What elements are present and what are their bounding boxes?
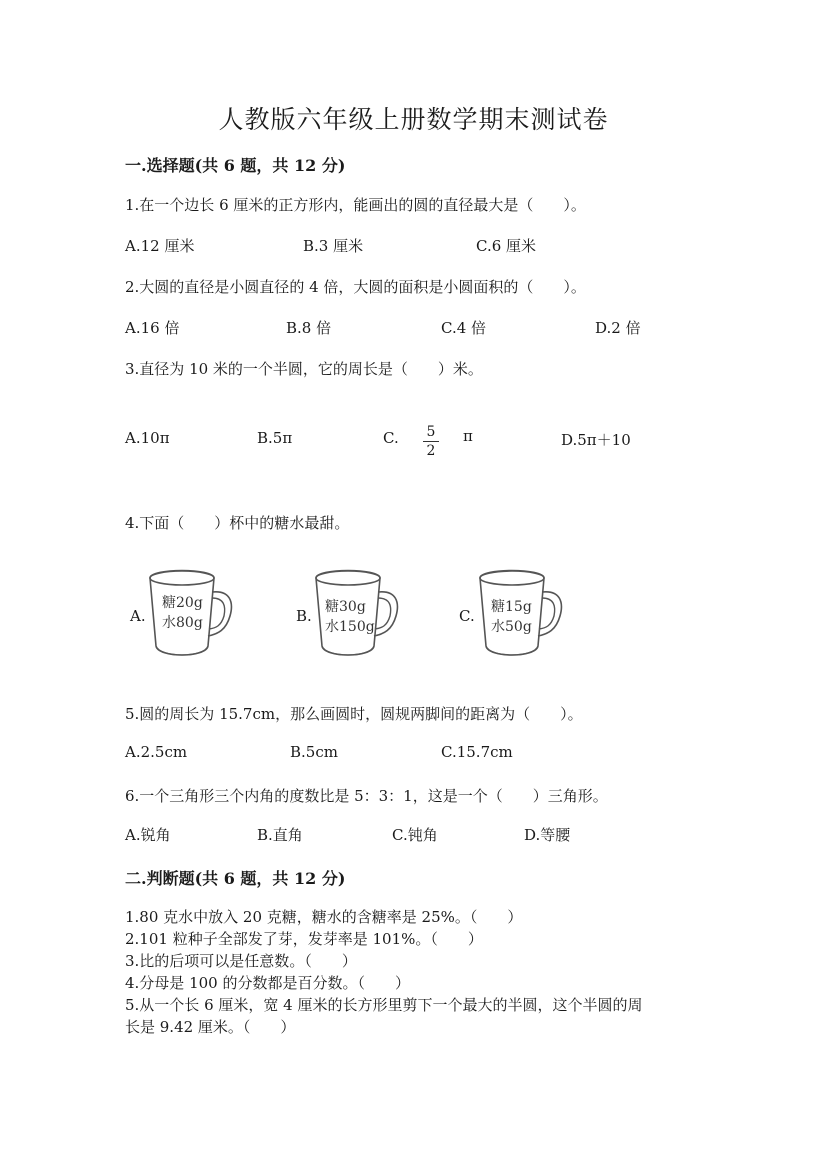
q5-option-b: B.5cm [290, 743, 338, 761]
q2-option-c: C.4 倍 [441, 319, 487, 337]
q5-option-a: A.2.5cm [125, 743, 188, 761]
q1-option-c: C.6 厘米 [476, 237, 537, 255]
question-4: 4.下面（ ）杯中的糖水最甜。 [125, 514, 350, 532]
cup-a-sugar: 糖20g [162, 595, 203, 611]
q2-option-a: A.16 倍 [125, 319, 180, 337]
question-1: 1.在一个边长 6 厘米的正方形内，能画出的圆的直径最大是（ ）。 [125, 196, 586, 214]
question-6: 6.一个三角形三个内角的度数比是 5：3：1，这是一个（ ）三角形。 [125, 787, 608, 805]
q3-option-c-prefix: C. [383, 429, 399, 447]
judgment-item-3: 3.比的后项可以是任意数。（ ） [125, 952, 357, 970]
question-3: 3.直径为 10 米的一个半圆，它的周长是（ ）米。 [125, 360, 483, 378]
cup-a-label: A. [130, 607, 146, 625]
q3-option-b: B.5π [257, 429, 293, 447]
question-2: 2.大圆的直径是小圆直径的 4 倍，大圆的面积是小圆面积的（ ）。 [125, 278, 586, 296]
judgment-item-1: 1.80 克水中放入 20 克糖，糖水的含糖率是 25%。（ ） [125, 908, 523, 926]
q3-option-c-pi: π [463, 427, 473, 445]
q6-option-b: B.直角 [257, 826, 303, 844]
cup-b-water: 水150g [325, 619, 375, 635]
cup-c-sugar: 糖15g [491, 599, 532, 615]
fraction-numerator: 5 [426, 424, 436, 440]
cup-c-label: C. [459, 607, 475, 625]
q6-option-a: A.锐角 [125, 826, 171, 844]
section-heading-choice: 一.选择题(共 6 题，共 12 分) [125, 156, 346, 175]
page-title: 人教版六年级上册数学期末测试卷 [218, 105, 609, 134]
q3-option-d: D.5π＋10 [561, 431, 631, 449]
section-heading-judgment: 二.判断题(共 6 题，共 12 分) [125, 869, 346, 888]
cup-b-sugar: 糖30g [325, 599, 366, 615]
q3-option-c-fraction [423, 424, 439, 459]
cup-b-label: B. [296, 607, 312, 625]
judgment-item-5-line-2: 长是 9.42 厘米。（ ） [125, 1018, 296, 1036]
q2-option-d: D.2 倍 [595, 319, 641, 337]
fraction-denominator: 2 [426, 443, 436, 459]
q3-option-a: A.10π [125, 429, 170, 447]
question-5: 5.圆的周长为 15.7cm，那么画圆时，圆规两脚间的距离为（ ）。 [125, 705, 583, 723]
q1-option-b: B.3 厘米 [303, 237, 364, 255]
judgment-item-4: 4.分母是 100 的分数都是百分数。（ ） [125, 974, 410, 992]
cup-a-water: 水80g [162, 615, 203, 631]
q6-option-c: C.钝角 [392, 826, 438, 844]
q5-option-c: C.15.7cm [441, 743, 513, 761]
cup-c-water: 水50g [491, 619, 532, 635]
fraction-bar [423, 441, 439, 442]
q6-option-d: D.等腰 [524, 826, 571, 844]
q1-option-a: A.12 厘米 [125, 237, 195, 255]
judgment-item-5-line-1: 5.从一个长 6 厘米，宽 4 厘米的长方形里剪下一个最大的半圆，这个半圆的周 [125, 996, 643, 1014]
judgment-item-2: 2.101 粒种子全部发了芽，发芽率是 101%。（ ） [125, 930, 483, 948]
q2-option-b: B.8 倍 [286, 319, 332, 337]
